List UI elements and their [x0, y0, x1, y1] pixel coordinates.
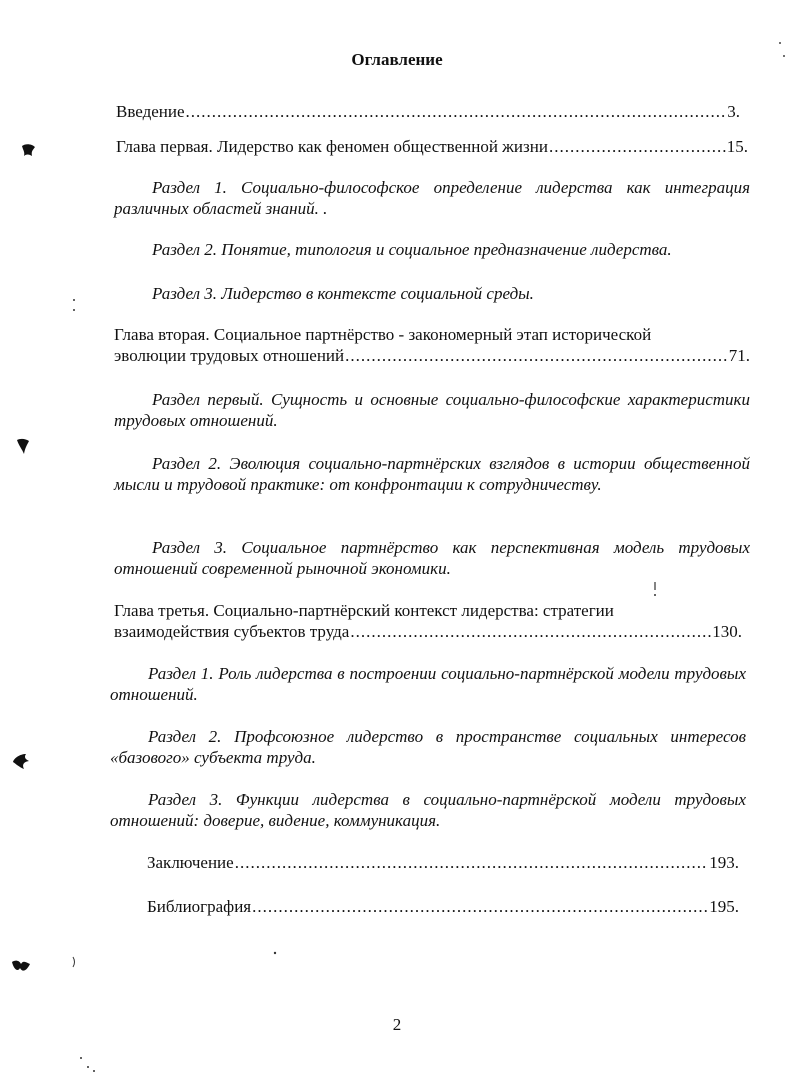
toc-entry-page: 130. [712, 622, 742, 641]
scan-artifact-icon [78, 1055, 98, 1075]
scan-artifact-icon [10, 958, 34, 976]
toc-entry-label: эволюции трудовых отношений [114, 346, 345, 365]
toc-section-1-3[interactable]: Раздел 3. Лидерство в контексте социальной среды. [152, 284, 534, 303]
toc-entry-chapter-2[interactable] [114, 345, 750, 366]
toc-entry-page: 71. [728, 346, 750, 365]
toc-entry-page: 193. [709, 853, 739, 872]
scan-artifact-icon [70, 296, 78, 316]
toc-section-2-1[interactable]: Раздел первый. Сущность и основные социально-философские характеристики трудовых отношений. [114, 390, 750, 430]
toc-leader-dots [350, 621, 711, 642]
toc-entry-chapter-3[interactable] [114, 621, 742, 642]
toc-entry-chapter-1[interactable] [116, 136, 748, 157]
toc-section-2-3[interactable]: Раздел 3. Социальное партнёрство как перспективная модель трудовых отношений современной рыночной экономики. [114, 538, 750, 578]
toc-entry-chapter-3-line1[interactable]: Глава третья. Социально-партнёрский контекст лидерства: стратегии [114, 601, 614, 620]
toc-leader-dots [345, 345, 728, 366]
toc-entry-intro[interactable] [116, 101, 740, 122]
toc-leader-dots [235, 852, 709, 873]
toc-entry-page: 195. [709, 897, 739, 916]
toc-section-3-3[interactable]: Раздел 3. Функции лидерства в социально-партнёрской модели трудовых отношений: доверие, видение, коммуникация. [110, 790, 746, 830]
scan-artifact-icon [650, 580, 660, 600]
toc-entry-page: 3. [727, 102, 740, 121]
toc-leader-dots [252, 896, 708, 917]
scan-artifact-icon [20, 142, 38, 160]
toc-entry-label: взаимодействия субъектов труда [114, 622, 350, 641]
scan-artifact-icon [770, 40, 790, 60]
toc-entry-label: Введение [116, 102, 185, 121]
toc-entry-bibliography[interactable] [147, 896, 739, 917]
toc-section-3-1[interactable]: Раздел 1. Роль лидерства в построении социально-партнёрской модели трудовых отношений. [110, 664, 746, 704]
toc-entry-chapter-2-line1[interactable]: Глава вторая. Социальное партнёрство - закономерный этап исторической [114, 325, 652, 344]
scan-artifact-icon [70, 955, 78, 969]
toc-entry-label: Библиография [147, 897, 252, 916]
toc-leader-dots [186, 101, 727, 122]
page-title: Оглавление [351, 50, 443, 69]
toc-section-1-2[interactable]: Раздел 2. Понятие, типология и социальное предназначение лидерства. [152, 240, 672, 259]
toc-entry-label: Заключение [147, 853, 234, 872]
toc-section-2-2[interactable]: Раздел 2. Эволюция социально-партнёрских взглядов в истории общественной мысли и трудовой практике: от конфронтации к сотрудничеству. [114, 454, 750, 494]
scan-artifact-icon [270, 948, 280, 958]
scan-artifact-icon [14, 437, 32, 457]
scan-artifact-icon [10, 752, 32, 772]
toc-entry-page: 15. [726, 137, 748, 156]
page-number: 2 [392, 1015, 402, 1034]
toc-leader-dots [549, 136, 726, 157]
toc-section-1-1[interactable]: Раздел 1. Социально-философское определение лидерства как интеграция различных областей знаний. . [114, 178, 750, 218]
toc-section-3-2[interactable]: Раздел 2. Профсоюзное лидерство в пространстве социальных интересов «базового» субъекта труда. [110, 727, 746, 767]
toc-entry-label: Глава первая. Лидерство как феномен общественной жизни [116, 137, 548, 156]
toc-entry-conclusion[interactable] [147, 852, 739, 873]
